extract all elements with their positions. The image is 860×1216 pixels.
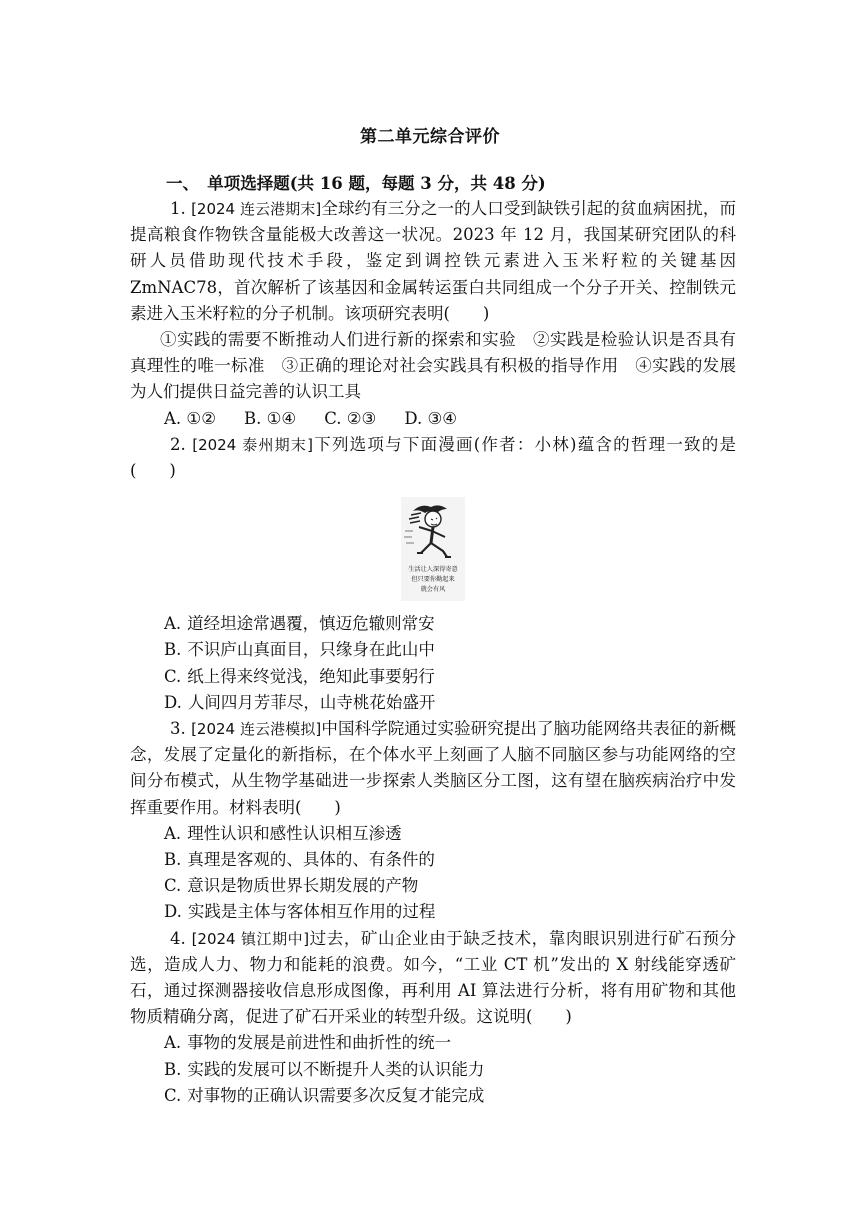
question-source: [2024 镇江期中]: [191, 929, 310, 948]
question-text: 过去，矿山企业由于缺乏技术，靠肉眼识别进行矿石预分选，造成人力、物力和能耗的浪费。如今，“工业 CT 机”发出的 X 射线能穿透矿石，通过探测器接收信息形成图像，再利用 AI 算法进行分析，将有用矿物和其他物质精确分离，促进了矿石开采业的转型升级。这说明( ): [130, 928, 736, 1027]
question-1-statements: ①实践的需要不断推动人们进行新的探索和实验 ②实践是检验认识是否具有真理性的唯一标准 ③正确的理论对社会实践具有积极的指导作用 ④实践的发展为人们提供日益完善的认识工具: [130, 330, 736, 402]
question-2-option-b: B. 不识庐山真面目，只缘身在此山中: [164, 640, 435, 660]
comic-caption-line-2: 但只要你勤起来: [411, 576, 455, 584]
question-2-option-c: C. 纸上得来终觉浅，绝知此事要躬行: [164, 666, 435, 686]
comic-caption-line-3: 就会有风: [420, 586, 446, 594]
comic-caption-line-1: 生活让人深得寄意: [408, 566, 458, 574]
option-b: B. ①④: [244, 408, 297, 428]
option-c: C. ②③: [324, 408, 377, 428]
question-4-stem: [130, 926, 736, 1031]
question-source: [2024 泰州期末]: [192, 435, 313, 454]
running-person-comic: [401, 497, 465, 601]
question-3-option-c: C. 意识是物质世界长期发展的产物: [164, 876, 419, 896]
question-1-options: [130, 406, 736, 432]
question-text: 中国科学院通过实验研究提出了脑功能网络共表征的新概念，发展了定量化的新指标，在个体水平上刻画了人脑不同脑区参与功能网络的空间分布模式，从生物学基础进一步探索人类脑区分工图，这有望在脑疾病治疗中发挥重要作用。材料表明( ): [130, 719, 736, 817]
question-2-stem: [130, 432, 736, 484]
option-a: A. ①②: [164, 408, 216, 428]
question-3-stem: [130, 716, 736, 821]
question-3-option-b: B. 真理是客观的、具体的、有条件的: [164, 850, 435, 870]
page-title: 第二单元综合评价: [360, 127, 500, 147]
question-number: 4.: [170, 928, 192, 948]
question-source: [2024 连云港期末]: [191, 200, 322, 218]
option-d: D. ③④: [404, 408, 458, 428]
question-source: [2024 连云港模拟]: [191, 720, 322, 739]
question-2-option-d: D. 人间四月芳菲尽，山寺桃花始盛开: [164, 692, 436, 712]
question-number: 1.: [170, 199, 192, 218]
question-text: 全球约有三分之一的人口受到缺铁引起的贫血病困扰，而提高粮食作物铁含量能极大改善这一状况。2023 年 12 月，我国某研究团队的科研人员借助现代技术手段，鉴定到调控铁元素进入玉米籽粒的关键基因 ZmNAC78，首次解析了该基因和金属转运蛋白共同组成一个分子开关、控制铁元素进入玉米籽粒的分子机制。该项研究表明( ): [130, 199, 736, 323]
section-heading: 一、 单项选择题(共 16 题，每题 3 分，共 48 分): [166, 174, 546, 193]
question-2-option-a: A. 道经坦途常遇覆，慎迈危辙则常安: [164, 614, 435, 634]
question-4-option-c: C. 对事物的正确认识需要多次反复才能完成: [164, 1085, 485, 1105]
question-3-option-a: A. 理性认识和感性认识相互渗透: [164, 823, 402, 843]
question-1-stem: [130, 196, 736, 327]
question-4-option-a: A. 事物的发展是前进性和曲折性的统一: [164, 1033, 452, 1053]
question-4-option-b: B. 实践的发展可以不断提升人类的认识能力: [164, 1059, 485, 1079]
question-text: 下列选项与下面漫画(作者：小林)蕴含的哲理一致的是( ): [130, 434, 736, 481]
question-3-option-d: D. 实践是主体与客体相互作用的过程: [164, 902, 436, 922]
comic-figure: [130, 497, 736, 601]
questions: [130, 196, 736, 1109]
question-number: 3.: [170, 719, 192, 739]
question-number: 2.: [170, 434, 193, 454]
